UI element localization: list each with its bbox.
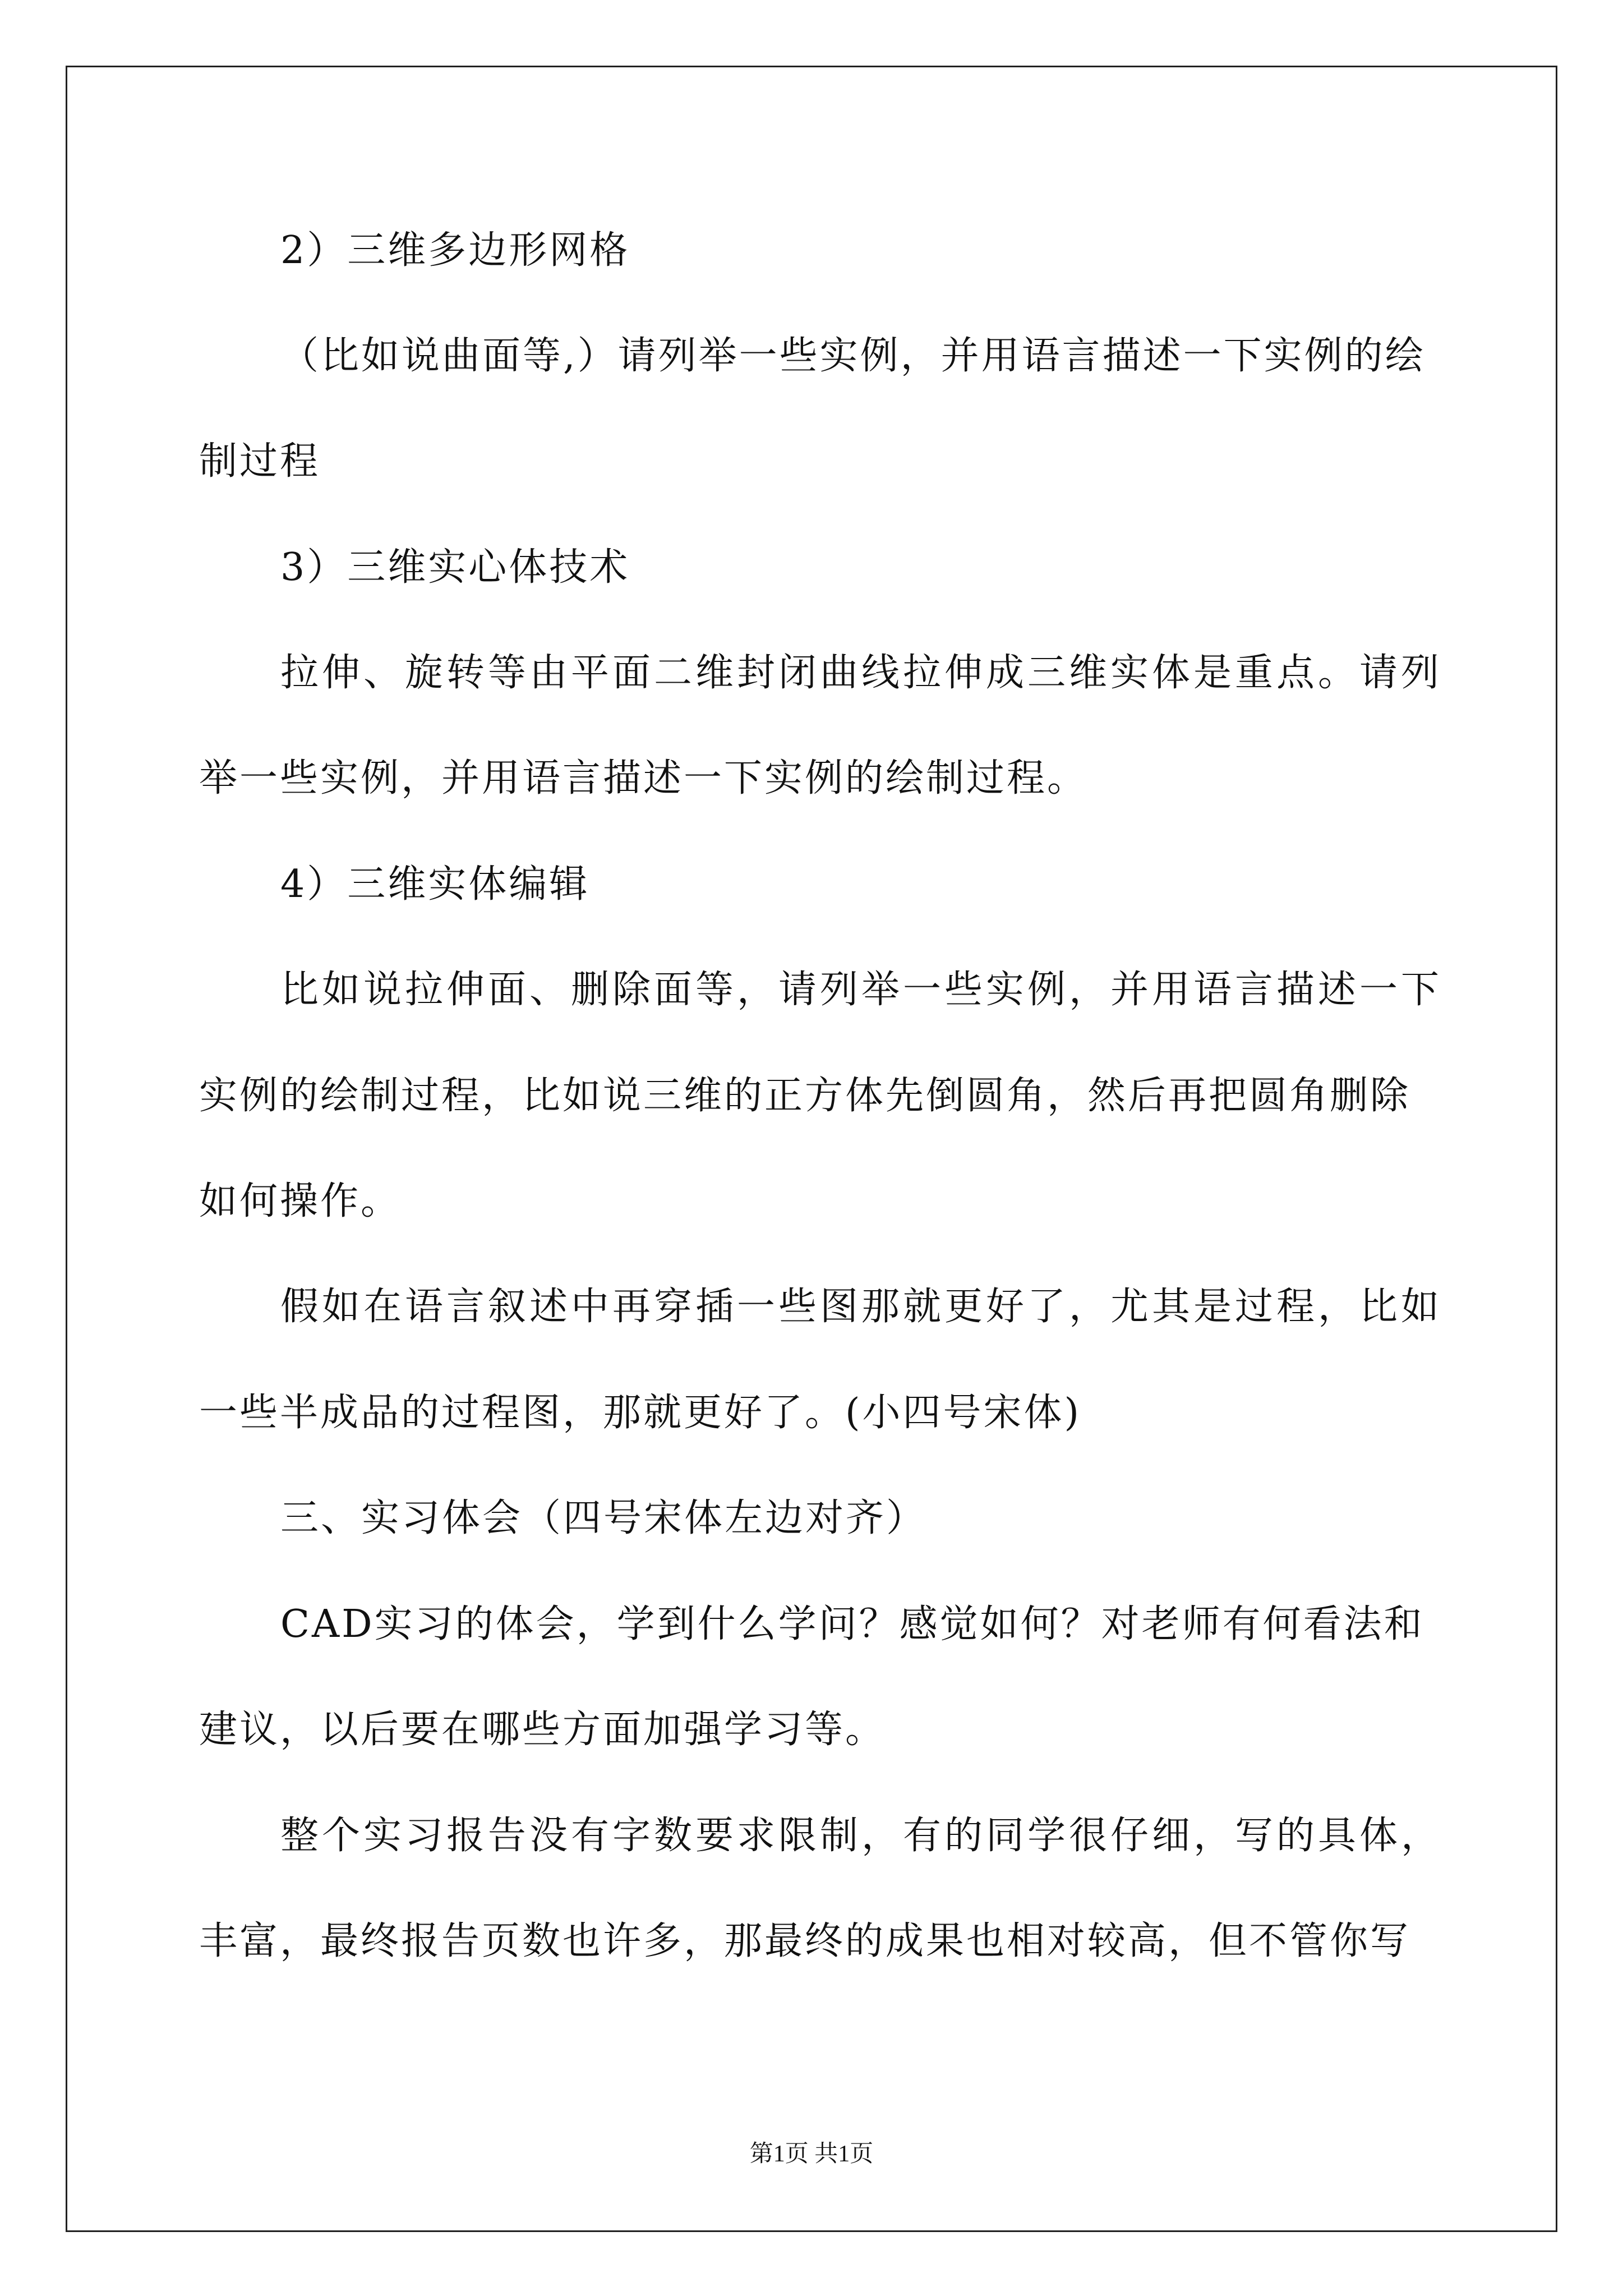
paragraph-line: 实例的绘制过程，比如说三维的正方体先倒圆角，然后再把圆角删除 <box>199 1074 1411 1118</box>
paragraph-line: 整个实习报告没有字数要求限制，有的同学很仔细，写的具体， <box>280 1814 1443 1858</box>
paragraph-line: CAD实习的体会，学到什么学问？感觉如何？对老师有何看法和 <box>280 1602 1424 1646</box>
paragraph-line: 一些半成品的过程图，那就更好了。(小四号宋体) <box>199 1391 1082 1435</box>
paragraph-line: 丰富，最终报告页数也许多，那最终的成果也相对较高，但不管你写 <box>199 1919 1411 1963</box>
section-heading-experience: 三、实习体会（四号宋体左边对齐） <box>280 1496 927 1540</box>
paragraph-line: 比如说拉伸面、删除面等，请列举一些实例，并用语言描述一下 <box>280 968 1443 1012</box>
paragraph-line: （比如说曲面等,）请列举一些实例，并用语言描述一下实例的绘 <box>280 334 1426 378</box>
page-number-footer: 第1页 共1页 <box>749 2141 874 2167</box>
paragraph-line: 如何操作。 <box>199 1179 402 1223</box>
paragraph-line: 拉伸、旋转等由平面二维封闭曲线拉伸成三维实体是重点。请列 <box>280 651 1443 695</box>
paragraph-line: 假如在语言叙述中再穿插一些图那就更好了，尤其是过程，比如 <box>280 1285 1443 1329</box>
paragraph-line: 制过程 <box>199 439 321 484</box>
paragraph-line: 建议，以后要在哪些方面加强学习等。 <box>199 1708 886 1752</box>
heading-solid-editing: 4）三维实体编辑 <box>280 862 590 907</box>
page-border <box>66 66 1557 2232</box>
heading-polygon-mesh: 2）三维多边形网格 <box>280 228 630 273</box>
heading-solid-technique: 3）三维实心体技术 <box>280 545 630 590</box>
paragraph-line: 举一些实例，并用语言描述一下实例的绘制过程。 <box>199 756 1088 800</box>
